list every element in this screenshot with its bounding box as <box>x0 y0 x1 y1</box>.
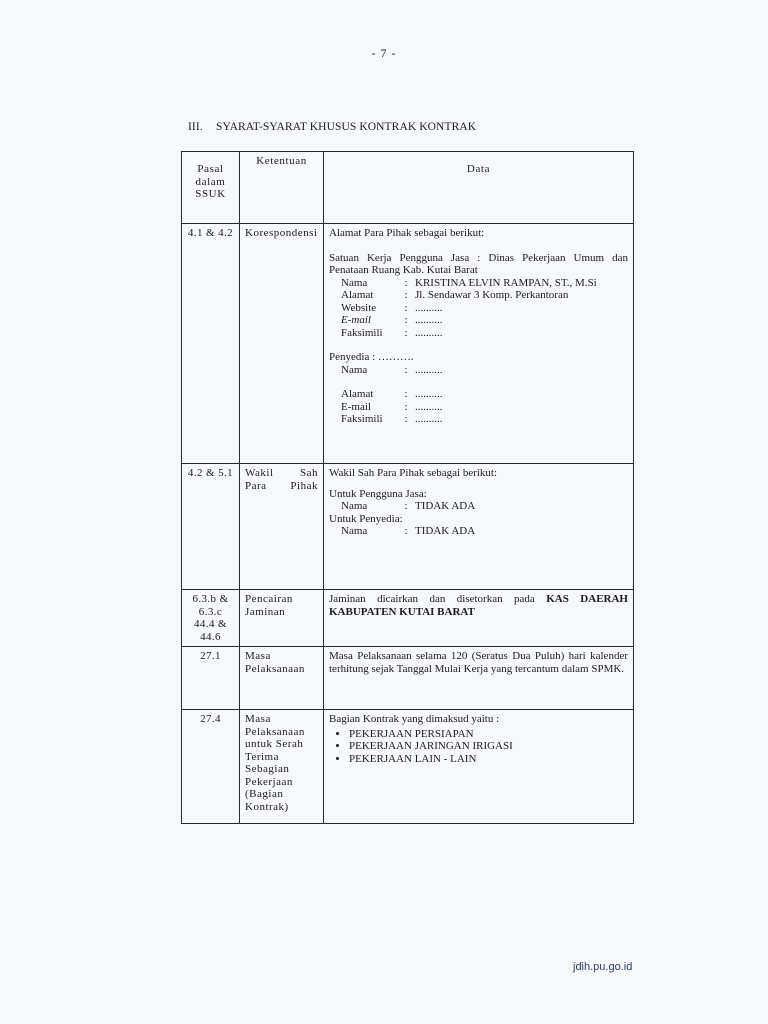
kv-row <box>329 388 628 401</box>
footer-source: jdih.pu.go.id <box>573 961 633 973</box>
kv-row <box>329 289 628 302</box>
section-title: SYARAT-SYARAT KHUSUS KONTRAK KONTRAK <box>216 121 477 133</box>
cell-pasal: 27.4 <box>182 710 240 824</box>
header-data-label: Data <box>466 163 491 175</box>
wakil-penyedia-label: Untuk Penyedia: <box>329 512 403 525</box>
wakil-pengguna-label: Untuk Pengguna Jasa: <box>329 487 427 500</box>
kv-value: .......... <box>415 413 443 425</box>
kv-colon: : <box>404 314 408 326</box>
kv-key: Nama <box>341 500 368 512</box>
kv-key: Alamat <box>341 388 374 400</box>
kv-row <box>329 500 628 513</box>
kv-value: TIDAK ADA <box>415 500 476 512</box>
kv-row <box>329 401 628 414</box>
section-heading <box>188 121 476 133</box>
kv-value: Jl. Sendawar 3 Komp. Perkantoran <box>415 289 569 301</box>
kv-value: TIDAK ADA <box>415 525 476 537</box>
bagian-list <box>329 728 628 766</box>
page-number: - 7 - <box>371 46 397 60</box>
table-row-bagian <box>182 710 634 824</box>
kv-row <box>329 413 628 426</box>
kv-value: .......... <box>415 400 443 413</box>
list-item: • PEKERJAAN JARINGAN IRIGASI <box>349 740 628 753</box>
kv-colon: : <box>404 326 408 339</box>
pencairan-bold-text: KAS DAERAH KABUPATEN KUTAI BARAT <box>329 593 628 618</box>
kv-row <box>329 525 628 538</box>
kv-colon: : <box>404 301 408 314</box>
kv-row <box>329 314 628 327</box>
kv-key: Nama <box>341 276 368 289</box>
kv-row <box>329 302 628 315</box>
kv-colon: : <box>404 289 408 301</box>
table-row-wakil <box>182 464 634 590</box>
kv-key: Faksimili <box>341 413 383 425</box>
cell-data: Masa Pelaksanaan selama 120 (Seratus Dua Puluh) hari kalender terhitung sejak Tanggal Mulai Kerja yang tercantum dalam SPMK. <box>324 647 634 710</box>
kv-value: .......... <box>415 388 443 400</box>
table-header-row <box>182 152 634 224</box>
cell-pasal: 4.2 & 5.1 <box>182 464 240 590</box>
list-item: • PEKERJAAN LAIN - LAIN <box>349 753 628 766</box>
bagian-intro: Bagian Kontrak yang dimaksud yaitu : <box>329 713 500 725</box>
table-row-korespondensi <box>182 224 634 464</box>
cell-ketentuan: Masa Pelaksanaan <box>240 647 324 710</box>
kv-value: .......... <box>415 301 443 314</box>
kv-value: .......... <box>415 314 443 326</box>
header-ketentuan-label: Ketentuan <box>256 155 307 167</box>
header-pasal-label: Pasal dalam SSUK <box>195 163 226 200</box>
kv-key: Nama <box>341 525 368 537</box>
cell-ketentuan: Masa Pelaksanaan untuk Serah Terima Sebagian Pekerjaan (Bagian Kontrak) <box>240 710 324 824</box>
cell-data <box>324 590 634 647</box>
cell-ketentuan: Pencairan Jaminan <box>240 590 324 647</box>
pencairan-text: Jaminan dicairkan dan disetorkan pada <box>329 593 547 605</box>
kv-value: .......... <box>415 326 443 339</box>
kv-colon: : <box>404 500 408 512</box>
kv-key: Website <box>341 301 377 314</box>
header-data <box>324 152 634 224</box>
list-item: • PEKERJAAN PERSIAPAN <box>349 728 628 741</box>
kv-key: Alamat <box>341 289 374 301</box>
satuan-kerja-text: Satuan Kerja Pengguna Jasa : Dinas Pekerjaan Umum dan Penataan Ruang Kab. Kutai Barat <box>329 251 628 276</box>
kv-value: .......... <box>415 363 443 376</box>
wakil-intro: Wakil Sah Para Pihak sebagai berikut: <box>329 467 498 479</box>
table-row-masa <box>182 647 634 710</box>
kv-colon: : <box>404 525 408 537</box>
kv-row <box>329 277 628 290</box>
kv-key: Faksimili <box>341 326 383 339</box>
kv-colon: : <box>404 413 408 425</box>
kv-key: E-mail <box>341 400 371 413</box>
header-ketentuan <box>240 152 324 224</box>
section-number: III. <box>188 121 203 133</box>
cell-pasal: 27.1 <box>182 647 240 710</box>
kv-key: E-mail <box>341 314 371 326</box>
kv-value: KRISTINA ELVIN RAMPAN, ST., M.Si <box>415 276 597 289</box>
cell-pasal: 6.3.b & 6.3.c 44.4 & 44.6 <box>182 590 240 647</box>
cell-pasal: 4.1 & 4.2 <box>182 224 240 464</box>
cell-data <box>324 464 634 590</box>
kv-row <box>329 364 628 377</box>
header-pasal <box>182 152 240 224</box>
kv-colon: : <box>404 363 408 376</box>
table-row-pencairan <box>182 590 634 647</box>
cell-data <box>324 710 634 824</box>
cell-ketentuan: Wakil Sah Para Pihak <box>240 464 324 590</box>
korespondensi-intro: Alamat Para Pihak sebagai berikut: <box>329 227 485 239</box>
penyedia-label: Penyedia : ………. <box>329 351 414 363</box>
kv-row <box>329 327 628 340</box>
ssuk-table <box>181 151 634 824</box>
kv-colon: : <box>404 400 408 413</box>
cell-data <box>324 224 634 464</box>
kv-colon: : <box>404 276 408 289</box>
cell-ketentuan: Korespondensi <box>240 224 324 464</box>
kv-colon: : <box>404 388 408 400</box>
kv-key: Nama <box>341 363 368 376</box>
